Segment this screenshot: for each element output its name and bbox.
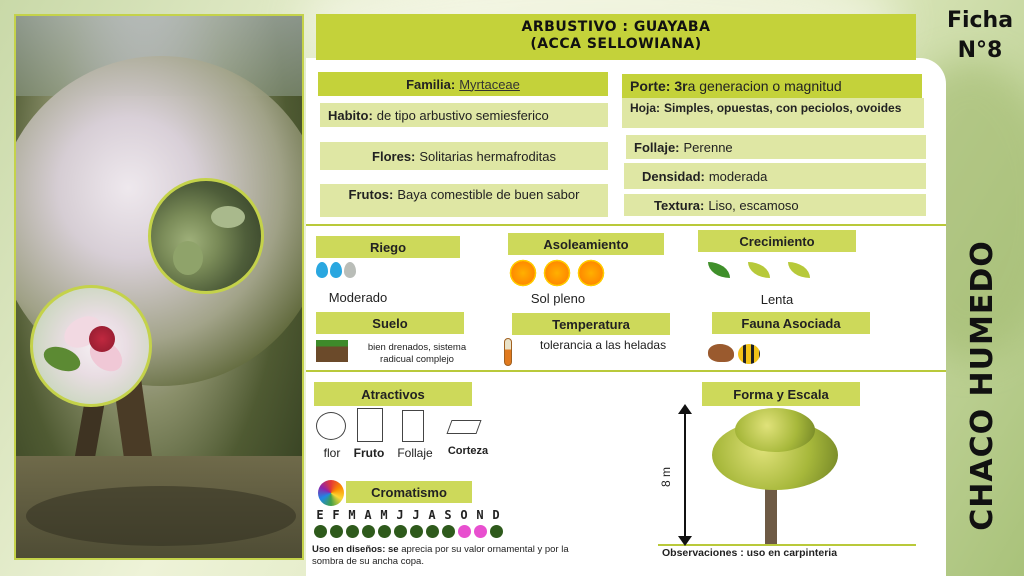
soil-icon xyxy=(316,340,348,362)
title-line-2: (ACCA SELLOWIANA) xyxy=(530,36,702,52)
month-letter: D xyxy=(492,508,500,522)
months-row xyxy=(312,508,504,522)
month-color-dot xyxy=(410,525,423,538)
porte-field: Porte: 3r a generacion o magnitud xyxy=(622,74,922,98)
month-letter: A xyxy=(428,508,436,522)
atractivos-label: Atractivos xyxy=(314,382,472,406)
height-label: 8 m xyxy=(659,466,674,488)
asoleamiento-value: Sol pleno xyxy=(530,291,586,306)
uso-text: Uso en diseños: se aprecia por su valor ornamental y por la sombra de su ancha copa. xyxy=(312,544,569,567)
hoja-field: Hoja: Simples, opuestas, con peciolos, ovoides xyxy=(622,98,924,128)
asoleamiento-label: Asoleamiento xyxy=(508,233,664,255)
month-color-dot xyxy=(362,525,375,538)
crecimiento-label: Crecimiento xyxy=(698,230,856,252)
month-letter: E xyxy=(316,508,324,522)
flower-detail-photo xyxy=(30,285,152,407)
month-letter: F xyxy=(332,508,340,522)
month-color-dot xyxy=(474,525,487,538)
temperatura-value: tolerancia a las heladas xyxy=(540,338,667,352)
bee-icon xyxy=(738,344,760,364)
month-letter: N xyxy=(476,508,484,522)
ficha-number: Ficha N°8 xyxy=(946,8,1014,63)
color-dots-row xyxy=(312,525,504,538)
month-letter: S xyxy=(444,508,452,522)
crecimiento-value: Lenta xyxy=(760,292,794,307)
temperatura-label: Temperatura xyxy=(512,313,670,335)
forma-escala-label: Forma y Escala xyxy=(702,382,860,406)
month-letter: J xyxy=(412,508,420,522)
month-color-dot xyxy=(458,525,471,538)
foliage-icon xyxy=(402,410,424,442)
habito-field: Habito: de tipo arbustivo semiesferico xyxy=(320,103,608,127)
arrow-down-icon xyxy=(678,536,692,546)
fauna-label: Fauna Asociada xyxy=(712,312,870,334)
textura-field: Textura: Liso, escamoso xyxy=(624,194,926,216)
water-drops-icon xyxy=(316,262,358,283)
frutos-field: Frutos: Baya comestible de buen sabor xyxy=(320,184,608,217)
suelo-value: bien drenados, sistema radicual complejo xyxy=(367,342,467,365)
follaje-field: Follaje: Perenne xyxy=(626,135,926,159)
riego-label: Riego xyxy=(316,236,460,258)
month-color-dot xyxy=(330,525,343,538)
thermometer-icon xyxy=(504,338,512,366)
bird-icon xyxy=(708,344,734,362)
month-letter: M xyxy=(348,508,356,522)
atractivo-follaje: Follaje xyxy=(397,446,433,460)
observaciones-text: Observaciones : uso en carpinteria xyxy=(662,547,838,559)
month-color-dot xyxy=(490,525,503,538)
height-arrow xyxy=(684,408,686,538)
month-color-dot xyxy=(378,525,391,538)
month-letter: O xyxy=(460,508,468,522)
fruit-detail-photo xyxy=(148,178,264,294)
month-color-dot xyxy=(346,525,359,538)
month-color-dot xyxy=(442,525,455,538)
cromatismo-label: Cromatismo xyxy=(346,481,472,503)
bark-icon xyxy=(446,420,481,434)
tree-photo xyxy=(14,14,304,560)
atractivo-flor: flor xyxy=(323,446,341,460)
month-letter: M xyxy=(380,508,388,522)
color-wheel-icon xyxy=(318,480,344,506)
divider xyxy=(658,544,916,546)
species-title xyxy=(316,14,916,60)
divider xyxy=(306,224,946,226)
flores-field: Flores: Solitarias hermafroditas xyxy=(320,142,608,170)
suelo-label: Suelo xyxy=(316,312,464,334)
month-letter: A xyxy=(364,508,372,522)
month-color-dot xyxy=(426,525,439,538)
month-color-dot xyxy=(314,525,327,538)
region-label: CHACO HUMEDO xyxy=(964,239,1000,531)
divider xyxy=(306,370,946,372)
fruit-icon xyxy=(357,408,383,442)
atractivo-fruto: Fruto xyxy=(353,446,385,460)
densidad-field: Densidad: moderada xyxy=(624,163,926,189)
month-color-dot xyxy=(394,525,407,538)
arrow-up-icon xyxy=(678,404,692,414)
riego-value: Moderado xyxy=(328,290,388,305)
month-letter: J xyxy=(396,508,404,522)
leaf-icon xyxy=(708,262,810,278)
atractivo-corteza: Corteza xyxy=(447,445,489,457)
sun-icon xyxy=(508,258,606,288)
title-line-1: ARBUSTIVO : GUAYABA xyxy=(521,19,711,35)
flower-icon xyxy=(316,412,346,440)
familia-field: Familia: Myrtaceae xyxy=(318,72,608,96)
